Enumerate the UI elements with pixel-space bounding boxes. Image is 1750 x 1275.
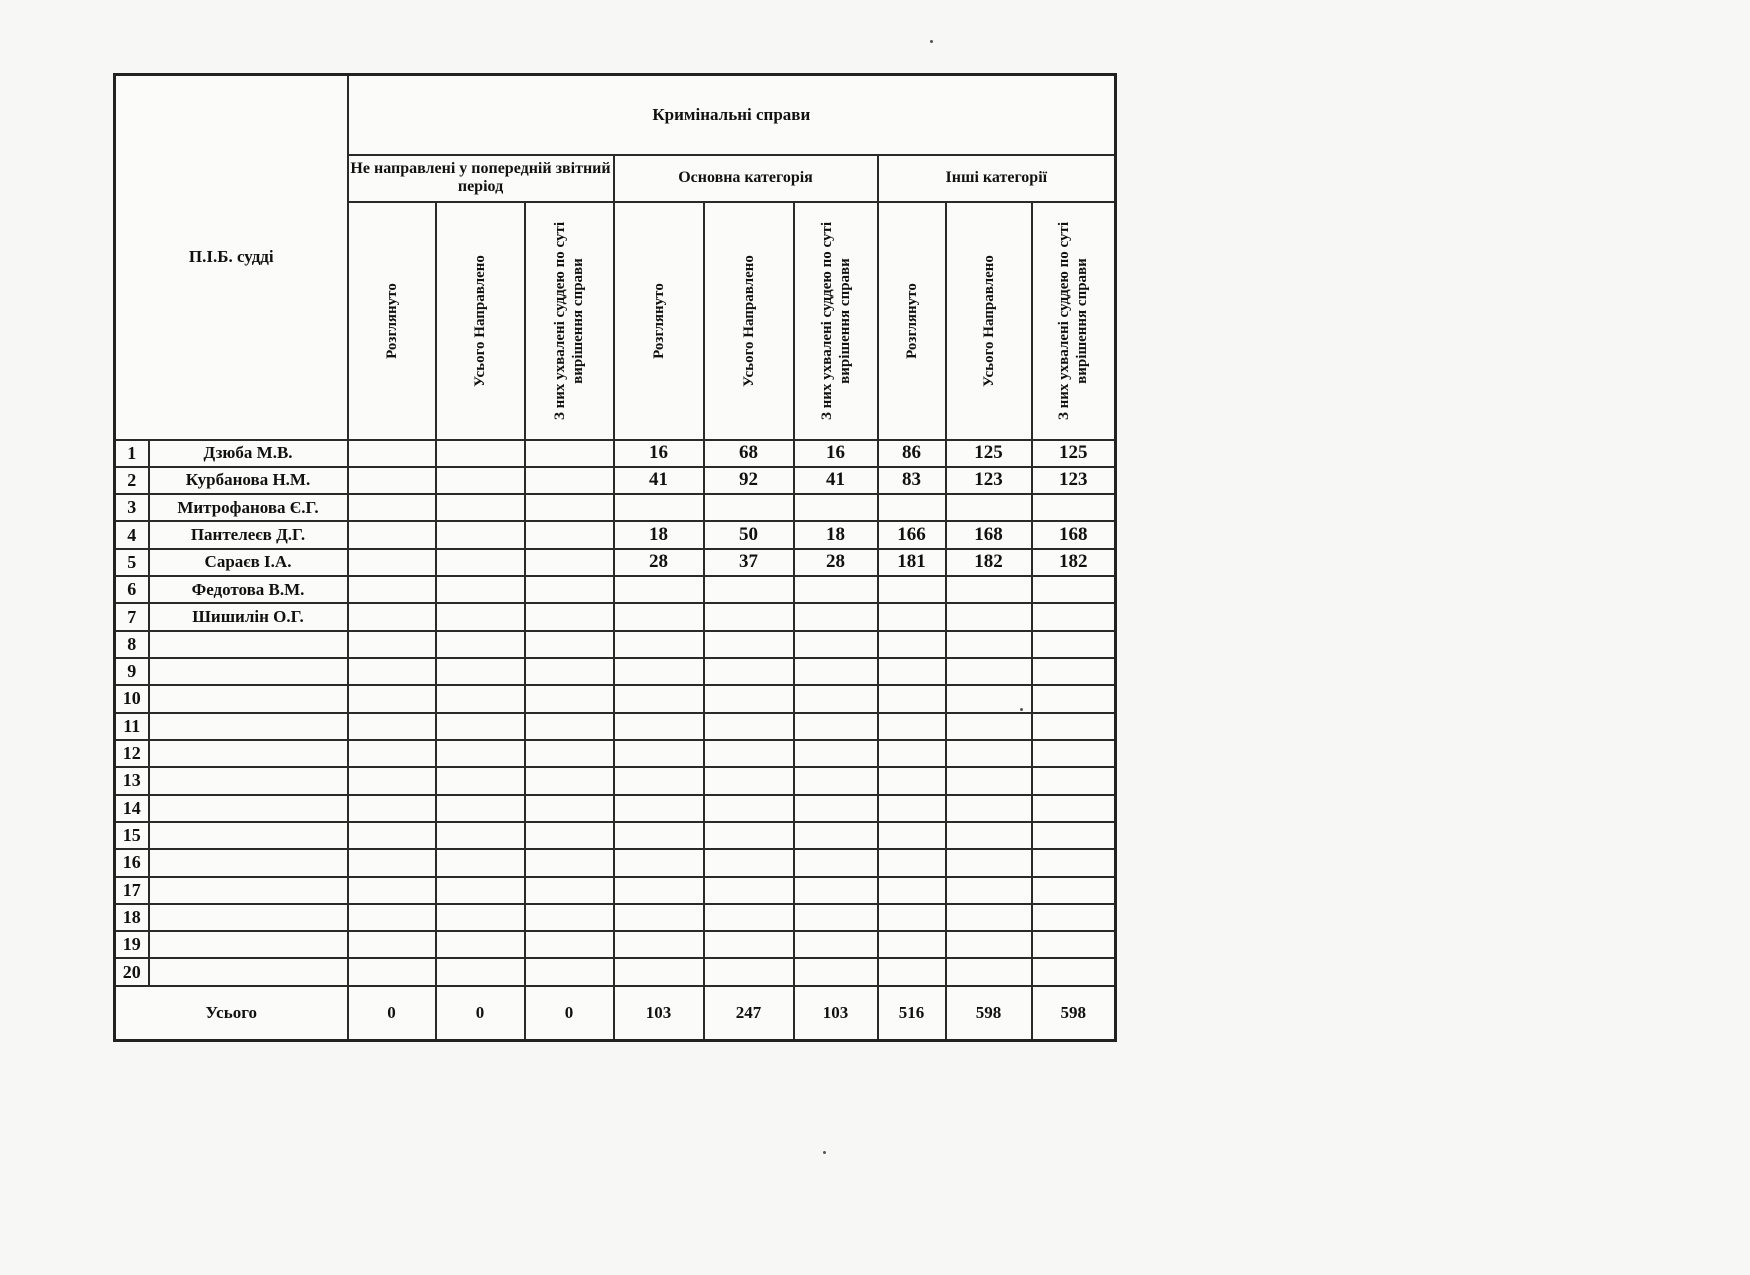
table-row xyxy=(115,877,1116,904)
table-row xyxy=(115,740,1116,767)
value-cell xyxy=(525,877,614,904)
row-number: 13 xyxy=(115,767,149,794)
value-cell xyxy=(436,795,525,822)
value-cell xyxy=(946,658,1032,685)
value-cell xyxy=(878,795,946,822)
value-cell xyxy=(614,631,704,658)
value-cell xyxy=(794,576,878,603)
value-cell xyxy=(878,849,946,876)
subcolumn-header xyxy=(878,202,946,440)
value-cell xyxy=(704,822,794,849)
value-cell xyxy=(704,958,794,986)
value-cell xyxy=(348,877,436,904)
row-number: 7 xyxy=(115,603,149,630)
value-cell xyxy=(348,822,436,849)
value-cell xyxy=(878,958,946,986)
value-cell xyxy=(794,685,878,712)
value-cell xyxy=(704,603,794,630)
value-cell: 168 xyxy=(1032,521,1116,548)
total-label: Усього xyxy=(115,986,348,1041)
row-number: 20 xyxy=(115,958,149,986)
value-cell xyxy=(525,440,614,467)
value-cell xyxy=(614,685,704,712)
value-cell xyxy=(878,931,946,958)
value-cell xyxy=(1032,767,1116,794)
value-cell: 37 xyxy=(704,549,794,576)
value-cell xyxy=(348,713,436,740)
row-number: 9 xyxy=(115,658,149,685)
value-cell xyxy=(704,685,794,712)
subcolumn-header xyxy=(946,202,1032,440)
value-cell xyxy=(436,549,525,576)
row-number: 4 xyxy=(115,521,149,548)
value-cell xyxy=(946,685,1032,712)
value-cell xyxy=(614,958,704,986)
value-cell: 41 xyxy=(614,467,704,494)
value-cell xyxy=(614,904,704,931)
value-cell xyxy=(614,740,704,767)
table-row xyxy=(115,849,1116,876)
judge-name: Шишилін О.Г. xyxy=(149,603,348,630)
subcolumn-header xyxy=(614,202,704,440)
row-number: 11 xyxy=(115,713,149,740)
value-cell xyxy=(794,494,878,521)
judge-name xyxy=(149,822,348,849)
value-cell xyxy=(436,685,525,712)
value-cell: 18 xyxy=(794,521,878,548)
total-value: 516 xyxy=(878,986,946,1041)
value-cell xyxy=(946,904,1032,931)
row-number: 1 xyxy=(115,440,149,467)
subcolumn-label: Розглянуто xyxy=(383,282,400,359)
value-cell xyxy=(704,494,794,521)
table-row xyxy=(115,904,1116,931)
value-cell xyxy=(348,767,436,794)
value-cell xyxy=(436,713,525,740)
total-value: 247 xyxy=(704,986,794,1041)
value-cell xyxy=(348,603,436,630)
value-cell xyxy=(525,958,614,986)
table-row xyxy=(115,467,1116,494)
table-row xyxy=(115,631,1116,658)
value-cell xyxy=(436,631,525,658)
value-cell xyxy=(525,521,614,548)
value-cell xyxy=(348,494,436,521)
value-cell xyxy=(614,576,704,603)
value-cell xyxy=(525,849,614,876)
value-cell: 92 xyxy=(704,467,794,494)
value-cell xyxy=(1032,576,1116,603)
value-cell xyxy=(878,713,946,740)
judge-name xyxy=(149,631,348,658)
value-cell xyxy=(348,931,436,958)
table-row xyxy=(115,822,1116,849)
value-cell: 50 xyxy=(704,521,794,548)
value-cell xyxy=(525,767,614,794)
total-value: 0 xyxy=(436,986,525,1041)
value-cell xyxy=(348,685,436,712)
row-number: 3 xyxy=(115,494,149,521)
value-cell xyxy=(794,822,878,849)
value-cell xyxy=(348,521,436,548)
scan-speck xyxy=(1020,708,1023,711)
value-cell xyxy=(1032,904,1116,931)
judge-name: Курбанова Н.М. xyxy=(149,467,348,494)
value-cell: 182 xyxy=(1032,549,1116,576)
subcolumn-header xyxy=(704,202,794,440)
value-cell xyxy=(1032,795,1116,822)
value-cell xyxy=(794,877,878,904)
value-cell xyxy=(525,494,614,521)
value-cell: 83 xyxy=(878,467,946,494)
table-row xyxy=(115,958,1116,986)
row-number: 12 xyxy=(115,740,149,767)
value-cell xyxy=(436,740,525,767)
value-cell xyxy=(525,822,614,849)
judge-name: Сараєв І.А. xyxy=(149,549,348,576)
value-cell: 181 xyxy=(878,549,946,576)
value-cell xyxy=(946,576,1032,603)
value-cell xyxy=(436,440,525,467)
table-row xyxy=(115,658,1116,685)
value-cell xyxy=(1032,877,1116,904)
judge-name xyxy=(149,795,348,822)
value-cell xyxy=(525,603,614,630)
value-cell xyxy=(946,740,1032,767)
judge-name: Федотова В.М. xyxy=(149,576,348,603)
value-cell xyxy=(525,467,614,494)
value-cell xyxy=(436,931,525,958)
value-cell xyxy=(704,740,794,767)
judge-name xyxy=(149,849,348,876)
value-cell: 18 xyxy=(614,521,704,548)
value-cell xyxy=(436,767,525,794)
value-cell xyxy=(704,904,794,931)
value-cell xyxy=(348,795,436,822)
value-cell xyxy=(794,958,878,986)
value-cell xyxy=(946,631,1032,658)
judge-name xyxy=(149,877,348,904)
value-cell xyxy=(946,767,1032,794)
value-cell: 125 xyxy=(946,440,1032,467)
judge-name: Дзюба М.В. xyxy=(149,440,348,467)
value-cell xyxy=(878,740,946,767)
value-cell xyxy=(348,849,436,876)
value-cell xyxy=(525,631,614,658)
judge-name xyxy=(149,931,348,958)
scan-speck xyxy=(823,1151,826,1154)
judge-name: Пантелеєв Д.Г. xyxy=(149,521,348,548)
subcolumn-label: Усього Направлено xyxy=(740,254,757,387)
value-cell: 123 xyxy=(946,467,1032,494)
row-number: 2 xyxy=(115,467,149,494)
value-cell xyxy=(1032,494,1116,521)
judge-name: Митрофанова Є.Г. xyxy=(149,494,348,521)
value-cell xyxy=(878,658,946,685)
value-cell xyxy=(1032,603,1116,630)
value-cell xyxy=(436,576,525,603)
value-cell xyxy=(946,849,1032,876)
value-cell xyxy=(436,658,525,685)
value-cell: 16 xyxy=(614,440,704,467)
value-cell xyxy=(704,576,794,603)
subcolumn-label: З них ухвалені суддею по суті вирішення справи xyxy=(818,221,853,420)
table-row xyxy=(115,795,1116,822)
total-value: 103 xyxy=(614,986,704,1041)
value-cell xyxy=(794,740,878,767)
value-cell xyxy=(1032,631,1116,658)
judge-name xyxy=(149,713,348,740)
value-cell: 125 xyxy=(1032,440,1116,467)
table-row xyxy=(115,549,1116,576)
value-cell xyxy=(1032,931,1116,958)
value-cell: 123 xyxy=(1032,467,1116,494)
value-cell xyxy=(436,877,525,904)
subcolumn-label: Розглянуто xyxy=(650,282,667,359)
judge-name xyxy=(149,685,348,712)
value-cell xyxy=(614,494,704,521)
table-row xyxy=(115,685,1116,712)
judge-name xyxy=(149,958,348,986)
table-row xyxy=(115,440,1116,467)
judge-column-header: П.І.Б. судді xyxy=(115,75,348,440)
value-cell xyxy=(946,931,1032,958)
judge-name xyxy=(149,904,348,931)
value-cell xyxy=(525,931,614,958)
value-cell xyxy=(348,576,436,603)
value-cell xyxy=(614,849,704,876)
value-cell xyxy=(878,603,946,630)
value-cell xyxy=(348,958,436,986)
value-cell xyxy=(704,658,794,685)
section-title: Кримінальні справи xyxy=(348,75,1116,155)
value-cell xyxy=(878,877,946,904)
value-cell xyxy=(794,767,878,794)
value-cell xyxy=(704,931,794,958)
value-cell xyxy=(525,576,614,603)
value-cell xyxy=(614,931,704,958)
table-row xyxy=(115,521,1116,548)
value-cell xyxy=(1032,658,1116,685)
table-row xyxy=(115,494,1116,521)
value-cell xyxy=(348,658,436,685)
table-row xyxy=(115,713,1116,740)
value-cell xyxy=(1032,713,1116,740)
value-cell xyxy=(348,440,436,467)
value-cell xyxy=(946,603,1032,630)
value-cell xyxy=(878,494,946,521)
value-cell xyxy=(878,904,946,931)
value-cell xyxy=(525,549,614,576)
value-cell xyxy=(946,713,1032,740)
value-cell xyxy=(878,631,946,658)
scan-speck xyxy=(930,40,933,43)
group-header-other-categories: Інші категорії xyxy=(878,155,1116,202)
value-cell xyxy=(614,877,704,904)
value-cell xyxy=(614,795,704,822)
value-cell xyxy=(525,685,614,712)
subcolumn-header xyxy=(794,202,878,440)
value-cell xyxy=(436,467,525,494)
value-cell xyxy=(436,822,525,849)
value-cell xyxy=(614,603,704,630)
value-cell xyxy=(704,631,794,658)
value-cell xyxy=(436,603,525,630)
subcolumn-header xyxy=(1032,202,1116,440)
judge-name xyxy=(149,767,348,794)
table-row xyxy=(115,603,1116,630)
row-number: 19 xyxy=(115,931,149,958)
value-cell xyxy=(946,822,1032,849)
value-cell xyxy=(946,877,1032,904)
judge-name xyxy=(149,658,348,685)
value-cell xyxy=(525,713,614,740)
value-cell xyxy=(1032,849,1116,876)
value-cell: 166 xyxy=(878,521,946,548)
subcolumn-label: З них ухвалені суддею по суті вирішення справи xyxy=(1056,221,1091,420)
subcolumn-header xyxy=(436,202,525,440)
value-cell xyxy=(794,713,878,740)
value-cell xyxy=(348,740,436,767)
subcolumn-label: З них ухвалені суддею по суті вирішення справи xyxy=(552,221,587,420)
subcolumn-label: Усього Направлено xyxy=(472,254,489,387)
row-number: 17 xyxy=(115,877,149,904)
total-value: 0 xyxy=(348,986,436,1041)
table-row xyxy=(115,576,1116,603)
value-cell xyxy=(946,494,1032,521)
value-cell: 28 xyxy=(614,549,704,576)
row-number: 14 xyxy=(115,795,149,822)
group-header-not-sent: Не направлені у попередній звітний період xyxy=(348,155,614,202)
value-cell xyxy=(704,849,794,876)
value-cell xyxy=(436,521,525,548)
value-cell xyxy=(794,658,878,685)
value-cell xyxy=(348,631,436,658)
subcolumn-label: Усього Направлено xyxy=(980,254,997,387)
value-cell xyxy=(704,767,794,794)
total-value: 0 xyxy=(525,986,614,1041)
value-cell: 182 xyxy=(946,549,1032,576)
value-cell xyxy=(436,958,525,986)
value-cell xyxy=(878,767,946,794)
value-cell xyxy=(525,795,614,822)
value-cell xyxy=(348,549,436,576)
value-cell xyxy=(348,904,436,931)
total-value: 103 xyxy=(794,986,878,1041)
value-cell xyxy=(704,795,794,822)
table-row xyxy=(115,931,1116,958)
value-cell xyxy=(946,958,1032,986)
value-cell xyxy=(704,877,794,904)
value-cell xyxy=(704,713,794,740)
subcolumn-label: Розглянуто xyxy=(903,282,920,359)
value-cell xyxy=(878,685,946,712)
value-cell xyxy=(614,767,704,794)
value-cell xyxy=(794,904,878,931)
value-cell xyxy=(878,822,946,849)
group-header-main-category: Основна категорія xyxy=(614,155,878,202)
value-cell xyxy=(436,849,525,876)
value-cell xyxy=(1032,958,1116,986)
row-number: 6 xyxy=(115,576,149,603)
value-cell xyxy=(348,467,436,494)
value-cell xyxy=(614,658,704,685)
value-cell: 168 xyxy=(946,521,1032,548)
value-cell: 68 xyxy=(704,440,794,467)
criminal-cases-table xyxy=(113,73,1117,1042)
value-cell xyxy=(614,713,704,740)
value-cell xyxy=(1032,740,1116,767)
value-cell xyxy=(794,631,878,658)
row-number: 8 xyxy=(115,631,149,658)
value-cell xyxy=(614,822,704,849)
row-number: 5 xyxy=(115,549,149,576)
value-cell: 86 xyxy=(878,440,946,467)
value-cell: 41 xyxy=(794,467,878,494)
total-value: 598 xyxy=(946,986,1032,1041)
subcolumn-header xyxy=(525,202,614,440)
subcolumn-header xyxy=(348,202,436,440)
value-cell xyxy=(1032,822,1116,849)
value-cell xyxy=(1032,685,1116,712)
total-value: 598 xyxy=(1032,986,1116,1041)
value-cell xyxy=(794,931,878,958)
value-cell xyxy=(525,740,614,767)
value-cell: 28 xyxy=(794,549,878,576)
row-number: 18 xyxy=(115,904,149,931)
value-cell xyxy=(525,904,614,931)
value-cell xyxy=(436,494,525,521)
judge-name xyxy=(149,740,348,767)
value-cell xyxy=(436,904,525,931)
value-cell: 16 xyxy=(794,440,878,467)
value-cell xyxy=(794,849,878,876)
row-number: 15 xyxy=(115,822,149,849)
value-cell xyxy=(794,795,878,822)
value-cell xyxy=(946,795,1032,822)
value-cell xyxy=(878,576,946,603)
value-cell xyxy=(525,658,614,685)
row-number: 10 xyxy=(115,685,149,712)
row-number: 16 xyxy=(115,849,149,876)
table-row xyxy=(115,767,1116,794)
value-cell xyxy=(794,603,878,630)
